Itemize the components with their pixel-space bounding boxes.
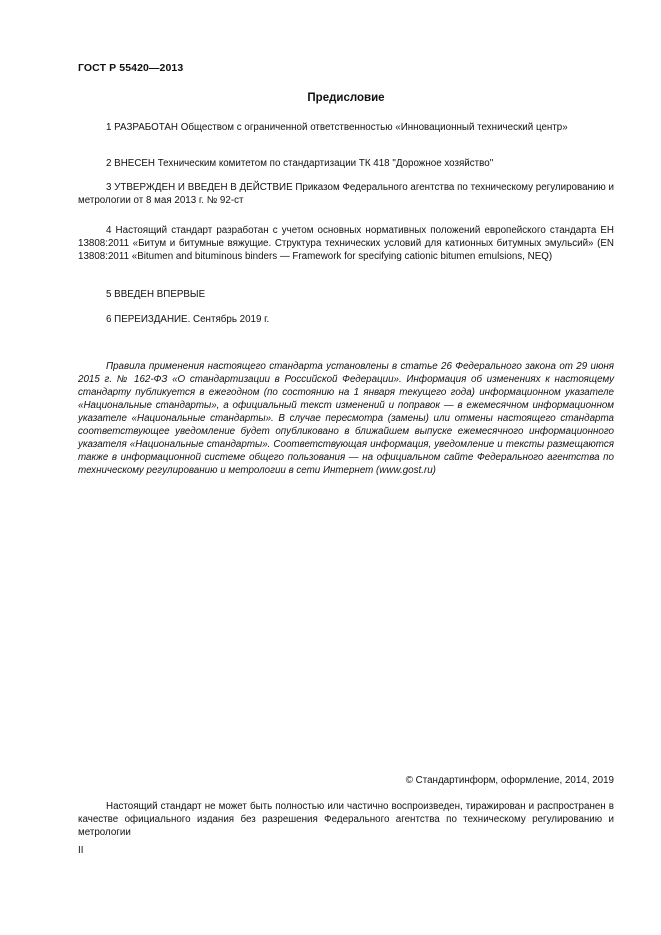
reproduction-notice: Настоящий стандарт не может быть полностью или частично воспроизведен, тиражирован и распространен в качестве официального издания без разрешения Федерального агентства по техническому регулированию и метрологии — [78, 801, 614, 838]
copyright-line: © Стандартинформ, оформление, 2014, 2019 — [405, 775, 614, 786]
foreword-item-6: 6 ПЕРЕИЗДАНИЕ. Сентябрь 2019 г. — [106, 314, 270, 325]
foreword-item-3: 3 УТВЕРЖДЕН И ВВЕДЕН В ДЕЙСТВИЕ Приказом Федерального агентства по техническому регулированию и метрологии от 8 мая 2013 г. № 92-ст — [78, 182, 614, 206]
page-title: Предисловие — [307, 92, 385, 104]
foreword-item-2: 2 ВНЕСЕН Техническим комитетом по стандартизации ТК 418 "Дорожное хозяйство" — [106, 158, 494, 169]
standard-id-header: ГОСТ Р 55420—2013 — [78, 62, 184, 74]
page-number: II — [78, 845, 84, 856]
foreword-item-4: 4 Настоящий стандарт разработан с учетом основных нормативных положений европейского стандарта ЕН 13808:2011 «Битум и битумные вяжущие. Структура технических условий для катионных битумных эмульсий» (EN 13808:2011 «Bitumen and bituminous binders — Framework for specifying cationic bitumen emulsions, NEQ) — [78, 225, 614, 262]
rules-note: Правила применения настоящего стандарта установлены в статье 26 Федерального закона от 29 июня 2015 г. № 162-ФЗ «О стандартизации в Российской Федерации». Информация об изменениях к настоящему стандарту публикуется в ежегодном (по состоянию на 1 января текущего года) информационном указателе «Национальные стандарты», а официальный текст изменений и поправок — в ежемесячном информационном указателе «Национальные стандарты». В случае пересмотра (замены) или отмены настоящего стандарта соответствующее уведомление будет опубликовано в ближайшем выпуске ежемесячного информационного указателя «Национальные стандарты». Соответствующая информация, уведомление и тексты размещаются также в информационной системе общего пользования — на официальном сайте Федерального агентства по техническому регулированию и метрологии в сети Интернет (www.gost.ru) — [78, 361, 614, 476]
foreword-item-5: 5 ВВЕДЕН ВПЕРВЫЕ — [106, 289, 206, 300]
foreword-item-1: 1 РАЗРАБОТАН Обществом с ограниченной ответственностью «Инновационный технический центр» — [106, 122, 568, 133]
